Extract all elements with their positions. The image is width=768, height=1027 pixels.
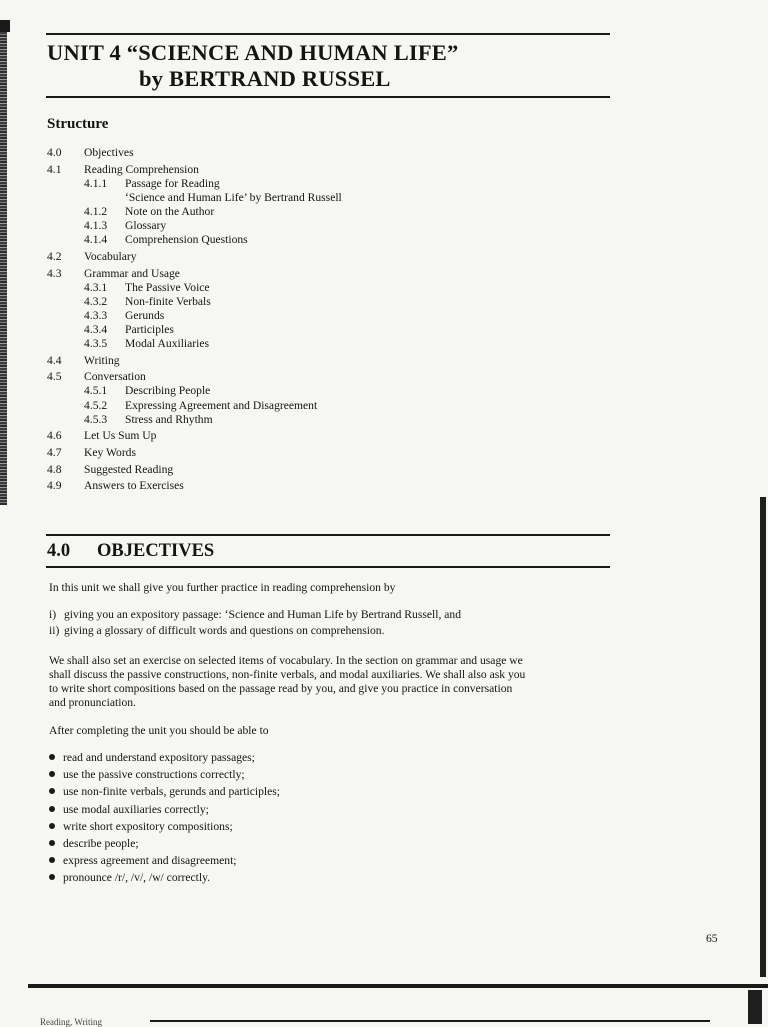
list-text: giving a glossary of difficult words and questions on comprehension. <box>64 624 385 637</box>
toc-text: Writing <box>84 353 120 367</box>
toc-row <box>47 191 567 205</box>
toc-row <box>47 384 567 398</box>
toc-row <box>47 295 567 309</box>
toc-number: 4.8 <box>47 462 62 476</box>
toc-number: 4.9 <box>47 479 62 493</box>
scan-right-edge <box>760 497 766 977</box>
toc-row <box>47 370 567 384</box>
toc-text: Vocabulary <box>84 249 137 263</box>
toc-row <box>47 177 567 191</box>
title-top-rule <box>46 33 610 35</box>
toc-row <box>47 205 567 219</box>
page-bottom-rule <box>28 984 768 988</box>
outcome-text: write short expository compositions; <box>63 819 233 833</box>
scan-left-notch <box>0 20 10 32</box>
toc-text: Grammar and Usage <box>84 266 180 280</box>
objectives-heading <box>47 541 214 562</box>
toc-row <box>47 250 567 264</box>
toc-row <box>47 429 567 443</box>
toc-text: Non-finite Verbals <box>125 294 211 308</box>
toc-row <box>47 323 567 337</box>
list-marker: i) <box>49 608 57 621</box>
outcomes-list <box>49 749 280 887</box>
toc-row <box>47 354 567 368</box>
running-footer: Reading, Writing <box>40 1017 102 1027</box>
outcome-text: describe people; <box>63 836 139 850</box>
toc-number: 4.5.2 <box>84 398 108 412</box>
unit-title-line2: by BERTRAND RUSSEL <box>139 66 391 91</box>
outcome-item <box>49 852 280 869</box>
toc-text: Gerunds <box>125 308 165 322</box>
bullet-icon <box>49 823 55 829</box>
list-item <box>49 608 619 624</box>
toc-row <box>47 219 567 233</box>
outcome-item <box>49 801 280 818</box>
outcome-text: use the passive constructions correctly; <box>63 768 245 782</box>
toc-text: Note on the Author <box>125 204 215 218</box>
toc-text: Objectives <box>84 146 134 159</box>
toc-text: Conversation <box>84 370 146 384</box>
list-item <box>49 624 619 640</box>
toc-number: 4.1.2 <box>84 204 108 218</box>
outcome-text: pronounce /r/, /v/, /w/ correctly. <box>63 871 211 885</box>
toc-number: 4.6 <box>47 429 62 443</box>
bullet-icon <box>49 771 55 777</box>
toc-text: Describing People <box>125 384 211 398</box>
title-bottom-rule <box>46 96 610 98</box>
objectives-after: After completing the unit you should be able to <box>49 724 269 737</box>
outcome-item <box>49 783 280 800</box>
toc-text: Glossary <box>125 219 167 233</box>
objectives-paragraph <box>49 654 619 710</box>
toc-text: Participles <box>125 322 174 336</box>
toc-text: Passage for Reading <box>125 176 220 190</box>
page-number: 65 <box>706 932 718 945</box>
scan-left-edge <box>0 20 7 505</box>
objectives-top-rule <box>46 534 610 536</box>
toc-row <box>47 479 567 493</box>
bullet-icon <box>49 857 55 863</box>
toc-number: 4.3.5 <box>84 337 108 350</box>
bullet-icon <box>49 754 55 760</box>
next-page-rule <box>150 1020 710 1022</box>
toc-number: 4.1.1 <box>84 176 108 190</box>
paragraph-line: and pronunciation. <box>49 696 136 710</box>
toc-row <box>47 463 567 477</box>
toc-row <box>47 446 567 460</box>
objectives-title: OBJECTIVES <box>97 541 215 561</box>
unit-title-line1: UNIT 4 “SCIENCE AND HUMAN LIFE” <box>47 40 459 65</box>
toc-text: Expressing Agreement and Disagreement <box>125 398 318 412</box>
toc-row <box>47 399 567 413</box>
toc-number: 4.2 <box>47 249 62 263</box>
objectives-bottom-rule <box>46 566 610 568</box>
toc-number: 4.5.1 <box>84 384 108 398</box>
toc-number: 4.7 <box>47 446 62 460</box>
toc-row <box>47 146 567 160</box>
toc-number: 4.3.1 <box>84 280 108 294</box>
objectives-list <box>49 608 619 640</box>
paragraph-line: We shall also set an exercise on selected items of vocabulary. In the section on grammar and usage we <box>49 654 523 667</box>
outcome-text: express agreement and disagreement; <box>63 854 237 868</box>
toc-number: 4.0 <box>47 146 62 159</box>
outcome-item <box>49 749 280 766</box>
toc-number: 4.3 <box>47 266 62 280</box>
scan-right-foot <box>748 990 762 1024</box>
toc-number: 4.3.4 <box>84 322 108 336</box>
outcome-item <box>49 835 280 852</box>
list-text: giving you an expository passage: ‘Science and Human Life by Bertrand Russell, and <box>64 608 461 621</box>
toc-text: Comprehension Questions <box>125 233 248 247</box>
toc-text: Key Words <box>84 446 136 460</box>
toc-row <box>47 163 567 177</box>
toc-text: Let Us Sum Up <box>84 429 157 443</box>
list-marker: ii) <box>49 624 60 637</box>
outcome-text: use non-finite verbals, gerunds and participles; <box>63 785 280 799</box>
toc-number: 4.3.2 <box>84 294 108 308</box>
toc-text: Stress and Rhythm <box>125 412 213 426</box>
toc-row <box>47 337 567 351</box>
toc-text: ‘Science and Human Life’ by Bertrand Russell <box>125 190 342 204</box>
bullet-icon <box>49 806 55 812</box>
toc-text: Suggested Reading <box>84 462 174 476</box>
paragraph-line: shall discuss the passive constructions, non-finite verbals, and modal auxiliaries. We shall also ask you <box>49 668 526 682</box>
toc-number: 4.1.3 <box>84 219 108 233</box>
outcome-item <box>49 818 280 835</box>
paragraph-line: to write short compositions based on the passage read by you, and give you practice in conversation <box>49 682 513 696</box>
toc-number: 4.4 <box>47 353 62 367</box>
bullet-icon <box>49 788 55 794</box>
toc-row <box>47 281 567 295</box>
toc-number: 4.5.3 <box>84 412 108 426</box>
structure-heading: Structure <box>47 116 109 132</box>
toc-row <box>47 267 567 281</box>
toc-text: Answers to Exercises <box>84 479 184 493</box>
objectives-intro: In this unit we shall give you further practice in reading comprehension by <box>49 581 396 594</box>
toc-number: 4.1.4 <box>84 233 108 247</box>
outcome-text: read and understand expository passages; <box>63 751 255 764</box>
bullet-icon <box>49 840 55 846</box>
toc-text: Reading Comprehension <box>84 162 199 176</box>
structure-list <box>47 146 567 494</box>
outcome-item <box>49 869 280 886</box>
toc-row <box>47 413 567 427</box>
bullet-icon <box>49 874 55 880</box>
toc-number: 4.3.3 <box>84 308 108 322</box>
toc-row <box>47 309 567 323</box>
outcome-text: use modal auxiliaries correctly; <box>63 802 209 816</box>
toc-text: The Passive Voice <box>125 280 210 294</box>
toc-row <box>47 233 567 247</box>
toc-text: Modal Auxiliaries <box>125 337 210 350</box>
objectives-number: 4.0 <box>47 541 71 561</box>
toc-number: 4.5 <box>47 370 62 384</box>
outcome-item <box>49 766 280 783</box>
toc-number: 4.1 <box>47 162 62 176</box>
